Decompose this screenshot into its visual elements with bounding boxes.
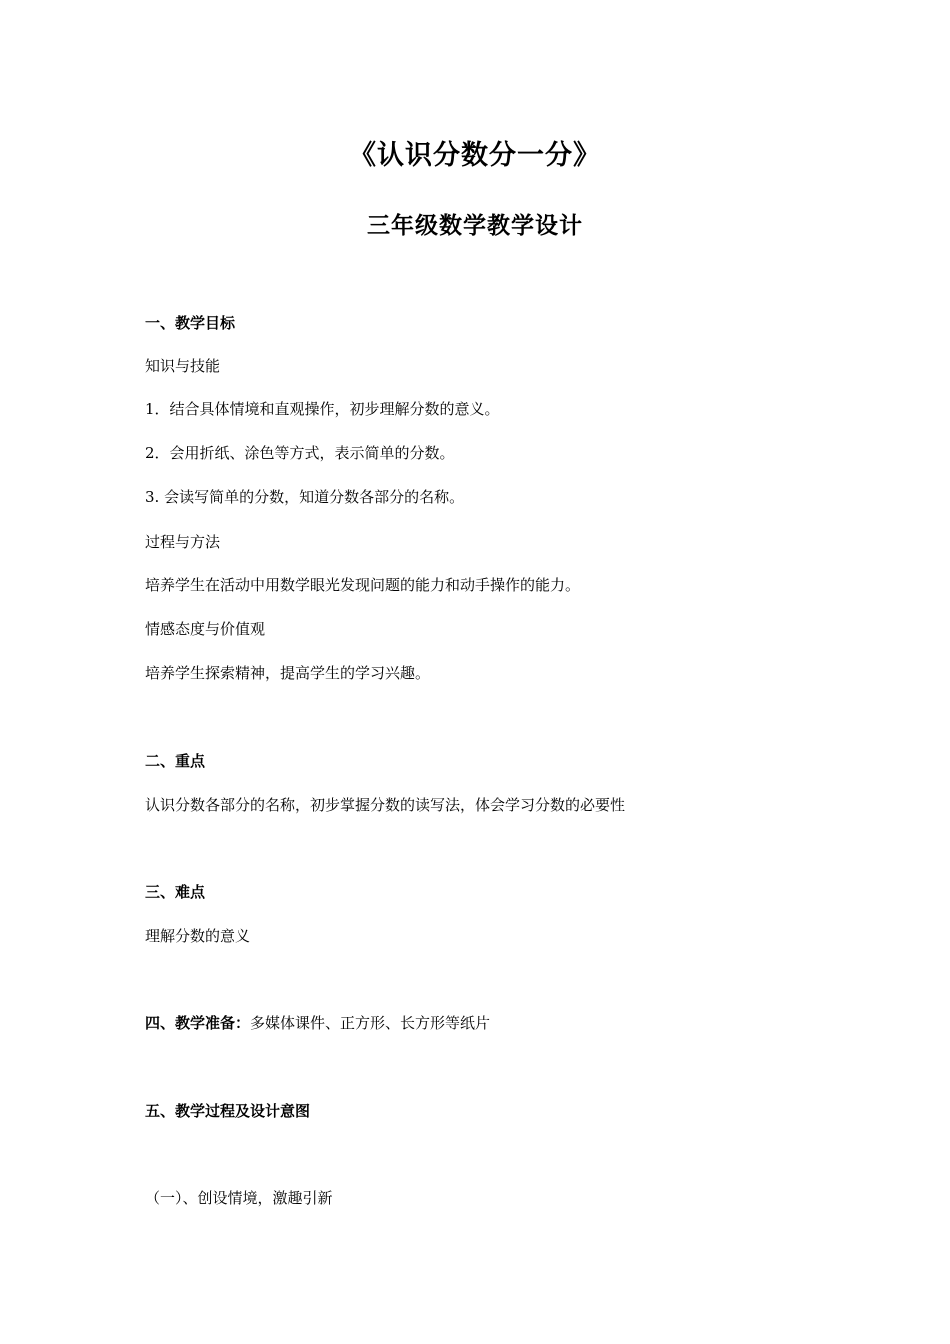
knowledge-label: 知识与技能 xyxy=(145,357,221,375)
preparation-line xyxy=(145,1013,490,1033)
section-heading-preparation: 四、教学准备： xyxy=(145,1014,251,1032)
section-heading-process: 五、教学过程及设计意图 xyxy=(145,1102,311,1120)
section-heading-goals: 一、教学目标 xyxy=(145,314,236,332)
difficulties-text: 理解分数的意义 xyxy=(145,927,251,945)
process-step-1: （一）、创设情境，激趣引新 xyxy=(145,1189,333,1207)
preparation-text: 多媒体课件、正方形、长方形等纸片 xyxy=(250,1014,491,1032)
knowledge-item: 3. 会读写简单的分数，知道分数各部分的名称。 xyxy=(145,488,465,506)
knowledge-item: 2．会用折纸、涂色等方式，表示简单的分数。 xyxy=(145,444,455,462)
section-heading-difficulties: 三、难点 xyxy=(145,883,206,901)
emotion-text: 培养学生探索精神，提高学生的学习兴趣。 xyxy=(145,664,431,682)
key-points-text: 认识分数各部分的名称，初步掌握分数的读写法，体会学习分数的必要性 xyxy=(145,796,626,814)
process-text: 培养学生在活动中用数学眼光发现问题的能力和动手操作的能力。 xyxy=(145,576,581,594)
section-heading-key-points: 二、重点 xyxy=(145,752,206,770)
process-label: 过程与方法 xyxy=(145,533,221,551)
document-subtitle: 三年级数学教学设计 xyxy=(367,213,583,239)
knowledge-item: 1．结合具体情境和直观操作，初步理解分数的意义。 xyxy=(145,400,500,418)
emotion-label: 情感态度与价值观 xyxy=(145,620,266,638)
document-title: 《认识分数分一分》 xyxy=(349,140,601,171)
